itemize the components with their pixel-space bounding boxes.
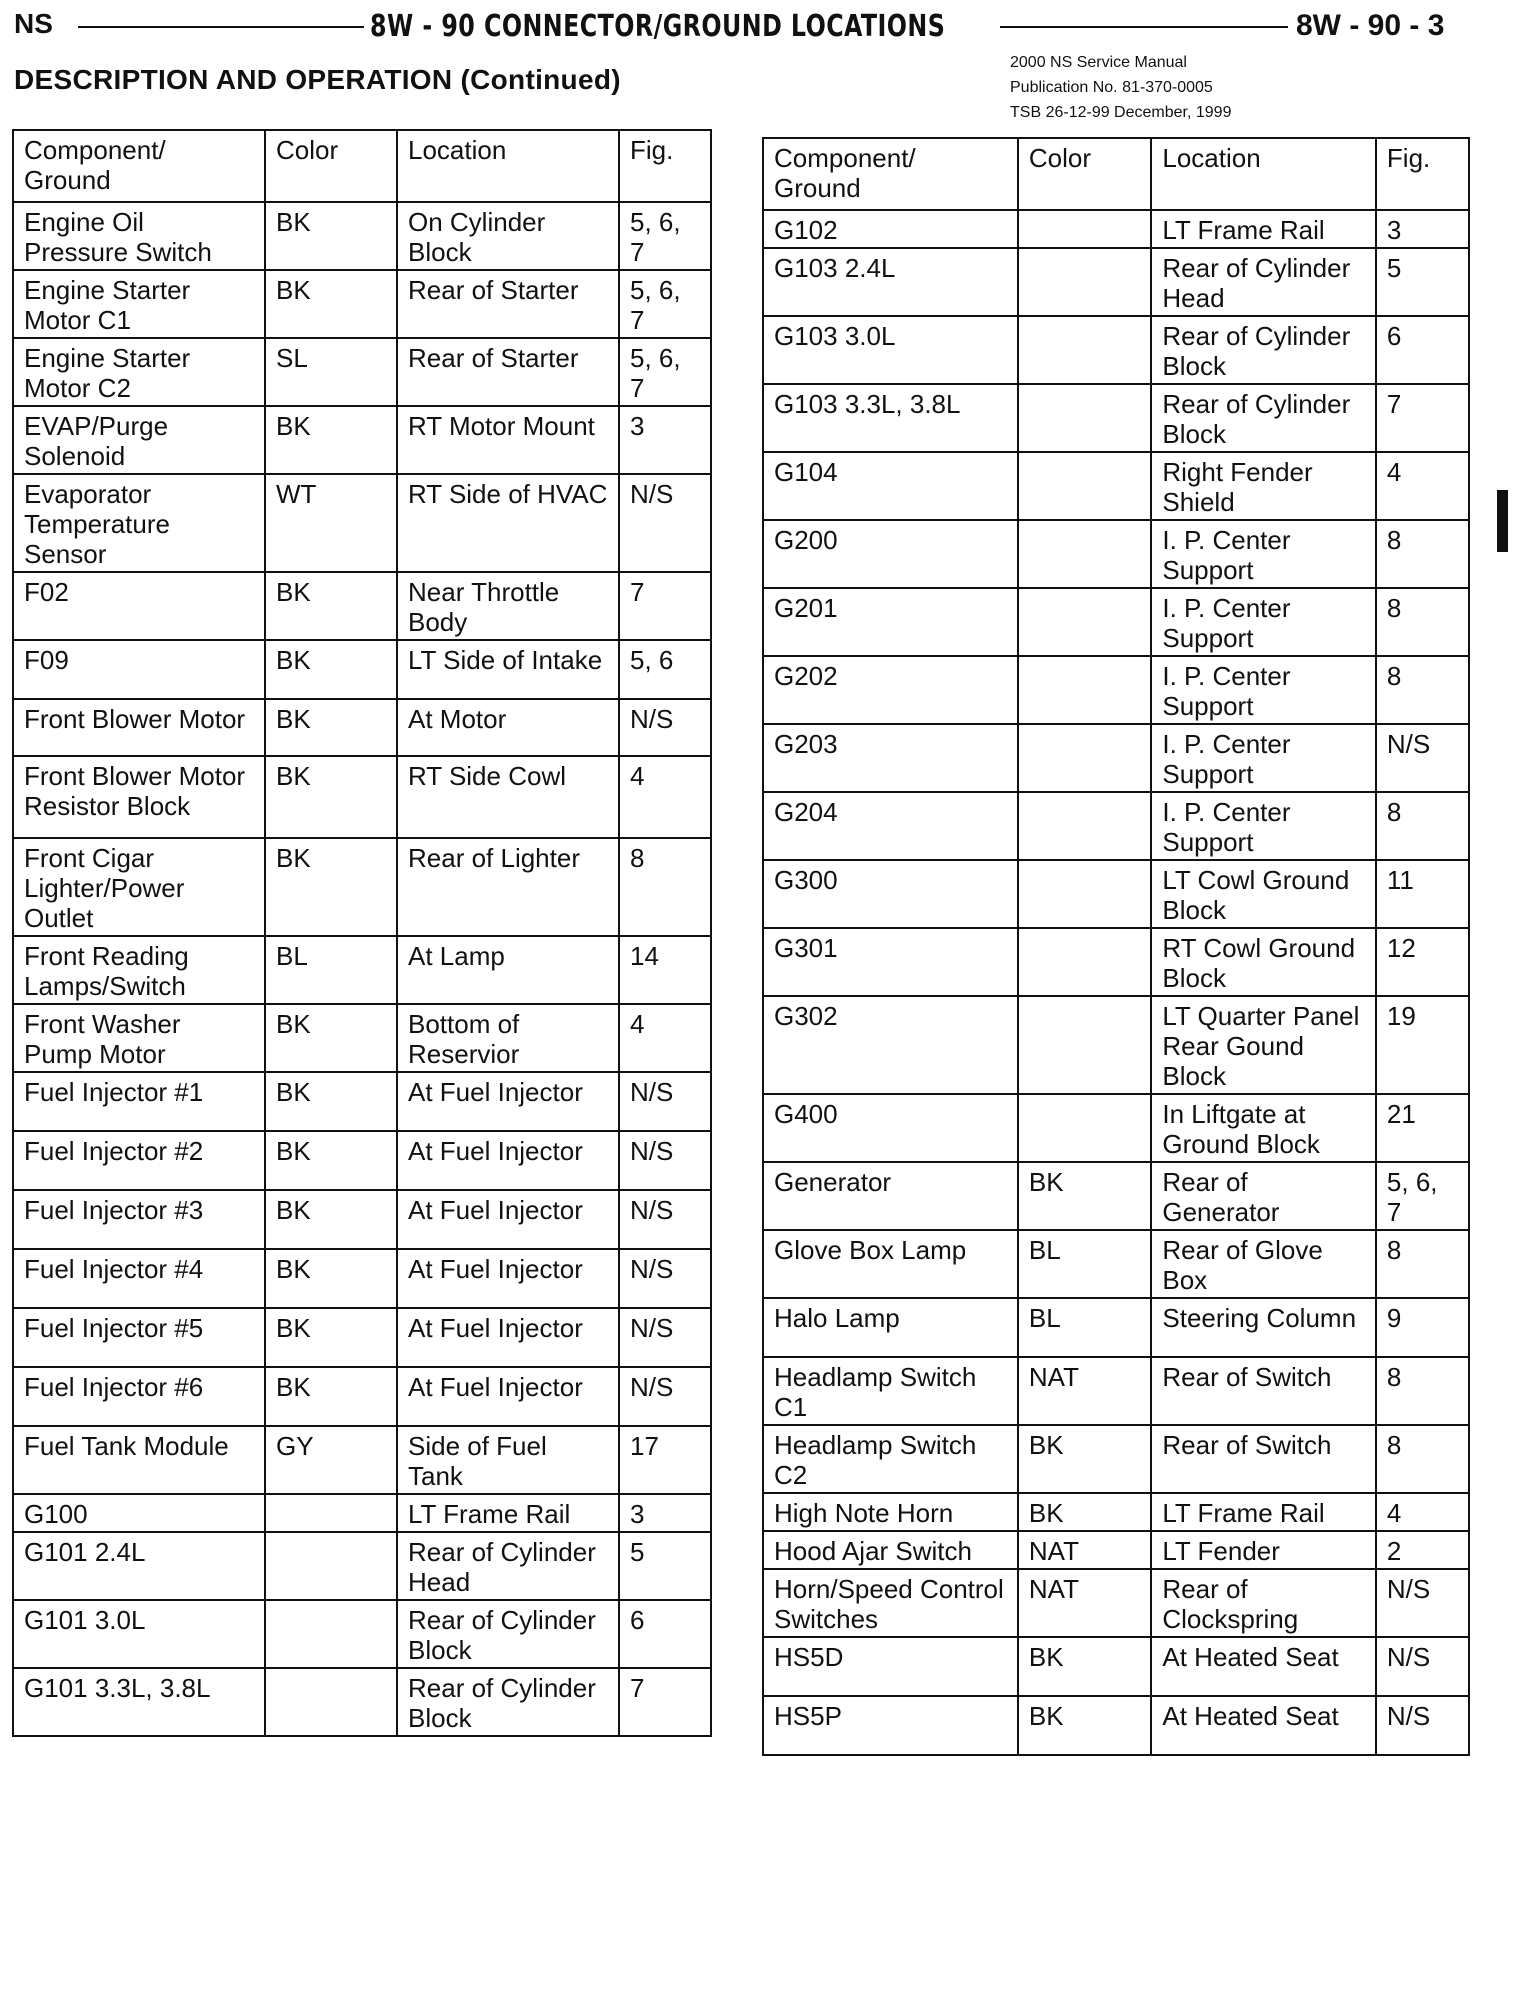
fig-cell: N/S	[619, 1131, 711, 1190]
component-cell: Hood Ajar Switch	[763, 1531, 1018, 1569]
location-cell: At Heated Seat	[1151, 1696, 1376, 1755]
location-cell: At Fuel Injector	[397, 1190, 619, 1249]
fig-cell: 8	[1376, 656, 1469, 724]
fig-cell: 11	[1376, 860, 1469, 928]
color-cell: BK	[265, 406, 397, 474]
fig-cell: 8	[1376, 520, 1469, 588]
column-header: Location	[1151, 138, 1376, 210]
component-cell: G100	[13, 1494, 265, 1532]
color-cell: BL	[1018, 1298, 1152, 1357]
component-cell: G104	[763, 452, 1018, 520]
fig-cell: 6	[619, 1600, 711, 1668]
color-cell: BK	[1018, 1493, 1152, 1531]
color-cell: BK	[265, 756, 397, 838]
component-cell: F09	[13, 640, 265, 699]
component-cell: HS5P	[763, 1696, 1018, 1755]
color-cell	[1018, 210, 1152, 248]
fig-cell: 8	[1376, 1230, 1469, 1298]
component-cell: Fuel Injector #4	[13, 1249, 265, 1308]
table-header-row	[13, 130, 711, 202]
fig-cell: 8	[1376, 1425, 1469, 1493]
component-cell: Fuel Injector #5	[13, 1308, 265, 1367]
component-cell: Fuel Injector #1	[13, 1072, 265, 1131]
component-cell: G203	[763, 724, 1018, 792]
component-cell: Fuel Injector #6	[13, 1367, 265, 1426]
table-row	[763, 996, 1469, 1094]
component-cell: Fuel Injector #2	[13, 1131, 265, 1190]
table-row	[763, 860, 1469, 928]
location-cell: RT Motor Mount	[397, 406, 619, 474]
component-cell: Front Blower Motor Resistor Block	[13, 756, 265, 838]
component-cell: Front Cigar Lighter/Power Outlet	[13, 838, 265, 936]
table-row	[13, 1532, 711, 1600]
column-header: Color	[1018, 138, 1152, 210]
revision-bar	[1497, 490, 1508, 552]
component-cell: Engine Starter Motor C1	[13, 270, 265, 338]
fig-cell: N/S	[1376, 1569, 1469, 1637]
location-cell: At Fuel Injector	[397, 1367, 619, 1426]
component-cell: G202	[763, 656, 1018, 724]
table-row	[763, 1094, 1469, 1162]
table-row	[763, 1531, 1469, 1569]
component-cell: Headlamp Switch C1	[763, 1357, 1018, 1425]
location-cell: I. P. Center Support	[1151, 724, 1376, 792]
fig-cell: N/S	[619, 1249, 711, 1308]
component-cell: Horn/Speed Control Switches	[763, 1569, 1018, 1637]
location-cell: Rear of Switch	[1151, 1425, 1376, 1493]
table-row	[13, 1004, 711, 1072]
location-cell: In Liftgate at Ground Block	[1151, 1094, 1376, 1162]
location-cell: Right Fender Shield	[1151, 452, 1376, 520]
fig-cell: 4	[1376, 1493, 1469, 1531]
location-cell: At Fuel Injector	[397, 1072, 619, 1131]
location-cell: At Fuel Injector	[397, 1131, 619, 1190]
component-cell: G301	[763, 928, 1018, 996]
component-cell: Generator	[763, 1162, 1018, 1230]
table-row	[763, 1357, 1469, 1425]
fig-cell: 8	[1376, 792, 1469, 860]
location-cell: At Lamp	[397, 936, 619, 1004]
color-cell: BK	[265, 1367, 397, 1426]
color-cell	[1018, 928, 1152, 996]
fig-cell: 3	[619, 406, 711, 474]
color-cell	[1018, 860, 1152, 928]
fig-cell: N/S	[619, 699, 711, 756]
column-header: Location	[397, 130, 619, 202]
location-cell: I. P. Center Support	[1151, 588, 1376, 656]
color-cell	[1018, 656, 1152, 724]
location-cell: Rear of Cylinder Head	[397, 1532, 619, 1600]
location-cell: LT Fender	[1151, 1531, 1376, 1569]
color-cell: NAT	[1018, 1357, 1152, 1425]
color-cell: BK	[265, 1072, 397, 1131]
table-row	[13, 1308, 711, 1367]
component-cell: G101 3.0L	[13, 1600, 265, 1668]
fig-cell: 4	[619, 1004, 711, 1072]
color-cell: BK	[265, 202, 397, 270]
fig-cell: 17	[619, 1426, 711, 1494]
fig-cell: 14	[619, 936, 711, 1004]
table-row	[763, 1637, 1469, 1696]
location-cell: LT Frame Rail	[1151, 1493, 1376, 1531]
color-cell	[265, 1494, 397, 1532]
component-cell: Engine Oil Pressure Switch	[13, 202, 265, 270]
color-cell: BK	[265, 699, 397, 756]
column-header: Color	[265, 130, 397, 202]
location-cell: LT Frame Rail	[397, 1494, 619, 1532]
location-cell: Rear of Cylinder Block	[397, 1668, 619, 1736]
page-title: 8W - 90 CONNECTOR/GROUND LOCATIONS	[370, 9, 946, 44]
component-cell: Headlamp Switch C2	[763, 1425, 1018, 1493]
component-cell: G102	[763, 210, 1018, 248]
color-cell: BK	[1018, 1696, 1152, 1755]
color-cell: BK	[265, 1190, 397, 1249]
header-rule-left	[78, 26, 364, 28]
location-cell: Rear of Cylinder Block	[1151, 316, 1376, 384]
color-cell	[1018, 996, 1152, 1094]
color-cell	[1018, 452, 1152, 520]
table-row	[13, 838, 711, 936]
location-cell: Rear of Starter	[397, 338, 619, 406]
table-row	[13, 936, 711, 1004]
color-cell: BK	[265, 1308, 397, 1367]
location-cell: LT Frame Rail	[1151, 210, 1376, 248]
color-cell	[1018, 316, 1152, 384]
fig-cell: 4	[619, 756, 711, 838]
table-row	[13, 406, 711, 474]
fig-cell: N/S	[619, 1190, 711, 1249]
location-cell: Rear of Cylinder Block	[1151, 384, 1376, 452]
manual-code: NS	[14, 8, 53, 39]
fig-cell: 2	[1376, 1531, 1469, 1569]
table-row	[13, 202, 711, 270]
table-row	[763, 792, 1469, 860]
table-row	[763, 384, 1469, 452]
section-title: DESCRIPTION AND OPERATION (Continued)	[14, 64, 621, 95]
column-header: Component/ Ground	[13, 130, 265, 202]
component-cell: G101 3.3L, 3.8L	[13, 1668, 265, 1736]
table-row	[13, 338, 711, 406]
table-row	[763, 1569, 1469, 1637]
fig-cell: 8	[619, 838, 711, 936]
table-row	[763, 1298, 1469, 1357]
fig-cell: 4	[1376, 452, 1469, 520]
fig-cell: 9	[1376, 1298, 1469, 1357]
table-row	[13, 699, 711, 756]
color-cell: BK	[1018, 1162, 1152, 1230]
location-cell: On Cylinder Block	[397, 202, 619, 270]
location-cell: At Fuel Injector	[397, 1249, 619, 1308]
connector-table-right	[762, 137, 1470, 1756]
location-cell: RT Side of HVAC	[397, 474, 619, 572]
table-row	[763, 724, 1469, 792]
component-cell: Front Reading Lamps/Switch	[13, 936, 265, 1004]
location-cell: Steering Column	[1151, 1298, 1376, 1357]
fig-cell: 5, 6, 7	[619, 202, 711, 270]
location-cell: RT Side Cowl	[397, 756, 619, 838]
header-rule-right	[1000, 26, 1288, 28]
fig-cell: 8	[1376, 1357, 1469, 1425]
location-cell: At Fuel Injector	[397, 1308, 619, 1367]
fig-cell: N/S	[619, 1367, 711, 1426]
color-cell	[1018, 248, 1152, 316]
table-row	[13, 1494, 711, 1532]
table-row	[13, 756, 711, 838]
fig-cell: 6	[1376, 316, 1469, 384]
color-cell	[1018, 520, 1152, 588]
component-cell: G103 2.4L	[763, 248, 1018, 316]
fig-cell: N/S	[619, 1072, 711, 1131]
component-cell: G302	[763, 996, 1018, 1094]
fig-cell: 5, 6, 7	[1376, 1162, 1469, 1230]
publication-line: TSB 26-12-99 December, 1999	[1010, 104, 1232, 121]
publication-info	[1010, 50, 1231, 125]
color-cell: BL	[265, 936, 397, 1004]
color-cell: BK	[265, 640, 397, 699]
table-row	[763, 1696, 1469, 1755]
location-cell: Bottom of Reservior	[397, 1004, 619, 1072]
fig-cell: 5, 6	[619, 640, 711, 699]
table-row	[13, 1072, 711, 1131]
table-row	[763, 588, 1469, 656]
color-cell: BK	[265, 838, 397, 936]
table-header-row	[763, 138, 1469, 210]
location-cell: LT Cowl Ground Block	[1151, 860, 1376, 928]
component-cell: High Note Horn	[763, 1493, 1018, 1531]
component-cell: Fuel Injector #3	[13, 1190, 265, 1249]
table-row	[13, 640, 711, 699]
table-row	[763, 316, 1469, 384]
fig-cell: N/S	[619, 1308, 711, 1367]
component-cell: G200	[763, 520, 1018, 588]
column-header: Fig.	[1376, 138, 1469, 210]
color-cell: BK	[265, 1249, 397, 1308]
color-cell: SL	[265, 338, 397, 406]
fig-cell: 7	[619, 1668, 711, 1736]
component-cell: G400	[763, 1094, 1018, 1162]
fig-cell: 5	[1376, 248, 1469, 316]
column-header: Component/ Ground	[763, 138, 1018, 210]
fig-cell: 7	[1376, 384, 1469, 452]
location-cell: Rear of Cylinder Block	[397, 1600, 619, 1668]
color-cell	[265, 1668, 397, 1736]
component-cell: G103 3.3L, 3.8L	[763, 384, 1018, 452]
component-cell: EVAP/Purge Solenoid	[13, 406, 265, 474]
color-cell: GY	[265, 1426, 397, 1494]
location-cell: Rear of Generator	[1151, 1162, 1376, 1230]
table-row	[763, 1230, 1469, 1298]
location-cell: Rear of Switch	[1151, 1357, 1376, 1425]
page-number: 8W - 90 - 3	[1296, 9, 1445, 42]
fig-cell: N/S	[1376, 1696, 1469, 1755]
column-header: Fig.	[619, 130, 711, 202]
color-cell	[265, 1532, 397, 1600]
component-cell: G101 2.4L	[13, 1532, 265, 1600]
fig-cell: 5, 6, 7	[619, 270, 711, 338]
location-cell: RT Cowl Ground Block	[1151, 928, 1376, 996]
color-cell: BK	[1018, 1425, 1152, 1493]
component-cell: G300	[763, 860, 1018, 928]
table-row	[13, 1367, 711, 1426]
location-cell: Rear of Lighter	[397, 838, 619, 936]
fig-cell: 3	[619, 1494, 711, 1532]
table-row	[13, 1249, 711, 1308]
component-cell: F02	[13, 572, 265, 640]
table-row	[763, 210, 1469, 248]
color-cell	[1018, 384, 1152, 452]
table-row	[13, 270, 711, 338]
table-row	[13, 572, 711, 640]
table-row	[763, 452, 1469, 520]
publication-line: 2000 NS Service Manual	[1010, 54, 1187, 71]
component-cell: G204	[763, 792, 1018, 860]
color-cell	[1018, 1094, 1152, 1162]
fig-cell: N/S	[619, 474, 711, 572]
color-cell: NAT	[1018, 1531, 1152, 1569]
table-row	[763, 1493, 1469, 1531]
color-cell	[1018, 724, 1152, 792]
fig-cell: 5	[619, 1532, 711, 1600]
fig-cell: N/S	[1376, 1637, 1469, 1696]
table-row	[13, 1668, 711, 1736]
location-cell: Rear of Glove Box	[1151, 1230, 1376, 1298]
location-cell: I. P. Center Support	[1151, 792, 1376, 860]
color-cell: BK	[1018, 1637, 1152, 1696]
fig-cell: 5, 6, 7	[619, 338, 711, 406]
location-cell: I. P. Center Support	[1151, 656, 1376, 724]
component-cell: Engine Starter Motor C2	[13, 338, 265, 406]
component-cell: G103 3.0L	[763, 316, 1018, 384]
table-row	[763, 1425, 1469, 1493]
color-cell: BK	[265, 1131, 397, 1190]
fig-cell: 21	[1376, 1094, 1469, 1162]
color-cell: BK	[265, 1004, 397, 1072]
location-cell: Side of Fuel Tank	[397, 1426, 619, 1494]
color-cell	[1018, 588, 1152, 656]
location-cell: Rear of Clockspring	[1151, 1569, 1376, 1637]
component-cell: Glove Box Lamp	[763, 1230, 1018, 1298]
table-row	[13, 1190, 711, 1249]
fig-cell: 3	[1376, 210, 1469, 248]
location-cell: Rear of Cylinder Head	[1151, 248, 1376, 316]
color-cell: BK	[265, 270, 397, 338]
color-cell: WT	[265, 474, 397, 572]
color-cell: BK	[265, 572, 397, 640]
color-cell	[265, 1600, 397, 1668]
fig-cell: 12	[1376, 928, 1469, 996]
location-cell: At Motor	[397, 699, 619, 756]
fig-cell: 19	[1376, 996, 1469, 1094]
fig-cell: 7	[619, 572, 711, 640]
component-cell: Fuel Tank Module	[13, 1426, 265, 1494]
table-row	[763, 248, 1469, 316]
component-cell: HS5D	[763, 1637, 1018, 1696]
color-cell	[1018, 792, 1152, 860]
table-row	[13, 474, 711, 572]
location-cell: LT Side of Intake	[397, 640, 619, 699]
component-cell: Front Blower Motor	[13, 699, 265, 756]
table-row	[13, 1600, 711, 1668]
table-row	[13, 1131, 711, 1190]
location-cell: At Heated Seat	[1151, 1637, 1376, 1696]
table-row	[13, 1426, 711, 1494]
component-cell: G201	[763, 588, 1018, 656]
location-cell: LT Quarter Panel Rear Gound Block	[1151, 996, 1376, 1094]
location-cell: I. P. Center Support	[1151, 520, 1376, 588]
table-row	[763, 928, 1469, 996]
table-row	[763, 1162, 1469, 1230]
fig-cell: N/S	[1376, 724, 1469, 792]
connector-table-left	[12, 129, 712, 1737]
publication-line: Publication No. 81-370-0005	[1010, 79, 1213, 96]
component-cell: Evaporator Temperature Sensor	[13, 474, 265, 572]
color-cell: BL	[1018, 1230, 1152, 1298]
color-cell: NAT	[1018, 1569, 1152, 1637]
component-cell: Halo Lamp	[763, 1298, 1018, 1357]
component-cell: Front Washer Pump Motor	[13, 1004, 265, 1072]
table-row	[763, 656, 1469, 724]
location-cell: Rear of Starter	[397, 270, 619, 338]
fig-cell: 8	[1376, 588, 1469, 656]
table-row	[763, 520, 1469, 588]
location-cell: Near Throttle Body	[397, 572, 619, 640]
